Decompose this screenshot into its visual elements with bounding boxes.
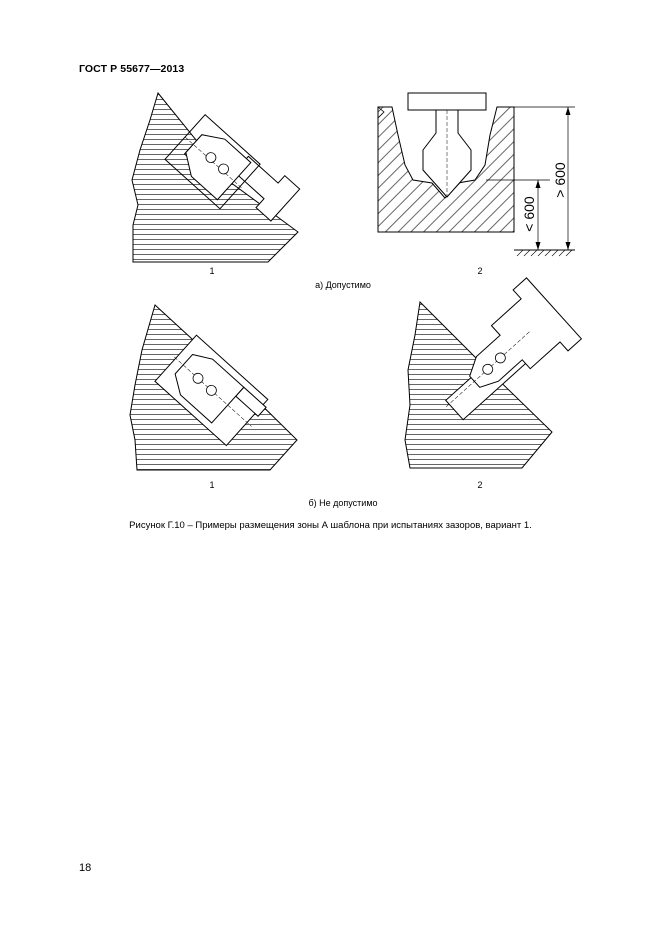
section-a-caption: а) Допустимо: [315, 280, 371, 290]
dimension-large-text: > 600: [552, 162, 568, 198]
drawing-a2: [378, 93, 575, 256]
page-number: 18: [79, 862, 92, 874]
drawing-a1: [132, 93, 300, 262]
document-standard-header: ГОСТ Р 55677—2013: [79, 63, 185, 75]
dimension-small-text: < 600: [521, 196, 537, 232]
section-b-caption: б) Не допустимо: [308, 498, 378, 508]
figure-caption: Рисунок Г.10 – Примеры размещения зоны А шаблона при испытаниях зазоров, вариант 1.: [129, 520, 532, 531]
drawing-a1-label: 1: [209, 266, 215, 276]
drawing-a2-label: 2: [477, 266, 483, 276]
ground-hatch: [517, 250, 572, 256]
drawing-b1-label: 1: [209, 480, 215, 490]
drawing-b2-label: 2: [477, 480, 483, 490]
drawing-b1: [130, 305, 297, 470]
drawing-b2: [405, 278, 581, 468]
